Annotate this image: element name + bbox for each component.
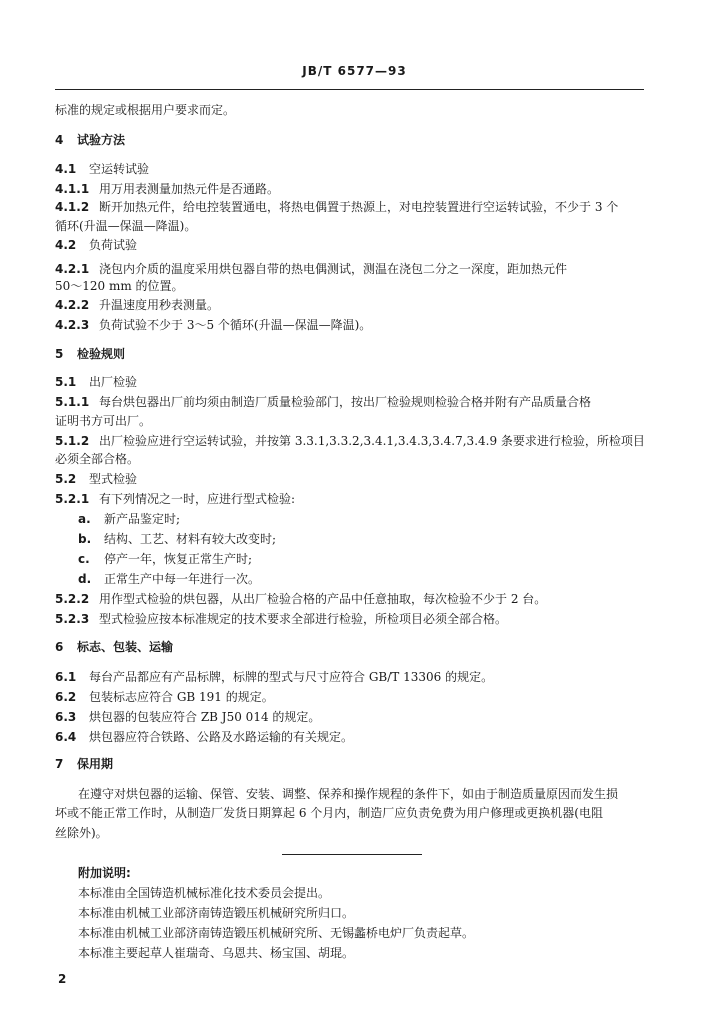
clause-5-1 bbox=[55, 375, 137, 389]
list-text: 结构、工艺、材料有较大改变时; bbox=[104, 532, 277, 546]
list-item bbox=[78, 512, 180, 526]
clause-6-1 bbox=[55, 670, 493, 684]
additional-note-line: 本标准由机械工业部济南铸造锻压机械研究所、无锡蠡桥电炉厂负责起草。 bbox=[78, 926, 475, 940]
clause-number: 5.1 bbox=[55, 375, 77, 389]
list-marker: c. bbox=[78, 552, 90, 566]
clause-5-2-3 bbox=[55, 612, 507, 626]
clause-number: 5.2.2 bbox=[55, 592, 90, 606]
clause-text: 每台烘包器出厂前均须由制造厂质量检验部门，按出厂检验规则检验合格并附有产品质量合格 bbox=[99, 395, 592, 409]
list-marker: b. bbox=[78, 532, 92, 546]
clause-number: 4.2.2 bbox=[55, 298, 90, 312]
clause-6-3 bbox=[55, 710, 320, 724]
clause-number: 5.1.1 bbox=[55, 395, 90, 409]
additional-note-line: 本标准主要起草人崔瑞奇、乌恩共、杨宝国、胡琨。 bbox=[78, 946, 355, 960]
continued-text: 标准的规定或根据用户要求而定。 bbox=[55, 103, 236, 117]
clause-number: 4.1 bbox=[55, 162, 77, 176]
clause-text: 负荷试验不少于 3～5 个循环(升温—保温—降温)。 bbox=[99, 318, 372, 332]
clause-4-2-2 bbox=[55, 298, 219, 312]
warranty-paragraph-line: 丝除外)。 bbox=[55, 826, 108, 840]
clause-text: 烘包器应符合铁路、公路及水路运输的有关规定。 bbox=[89, 730, 354, 744]
clause-number: 4.1.2 bbox=[55, 200, 90, 214]
section-number: 7 bbox=[55, 757, 64, 771]
section-6-heading bbox=[55, 640, 173, 654]
list-item bbox=[78, 572, 260, 586]
clause-number: 6.4 bbox=[55, 730, 77, 744]
clause-6-4 bbox=[55, 730, 353, 744]
footer-rule bbox=[282, 854, 422, 855]
clause-4-2-1 bbox=[55, 262, 567, 276]
clause-text: 出厂检验 bbox=[89, 375, 138, 389]
clause-6-2 bbox=[55, 690, 274, 704]
section-number: 4 bbox=[55, 133, 64, 147]
clause-number: 4.1.1 bbox=[55, 182, 90, 196]
clause-text: 有下列情况之一时，应进行型式检验: bbox=[99, 492, 296, 506]
warranty-paragraph-line: 坏或不能正常工作时，从制造厂发货日期算起 6 个月内，制造厂应负责免费为用户修理或更换机器(电阻 bbox=[55, 806, 603, 820]
section-number: 5 bbox=[55, 347, 64, 361]
section-title: 保用期 bbox=[77, 757, 114, 771]
clause-4-1-1 bbox=[55, 182, 279, 196]
clause-text: 型式检验应按本标准规定的技术要求全部进行检验，所检项目必须全部合格。 bbox=[99, 612, 508, 626]
clause-text: 空运转试验 bbox=[89, 162, 150, 176]
additional-notes-title: 附加说明: bbox=[78, 866, 131, 880]
clause-4-1 bbox=[55, 162, 149, 176]
section-title: 试验方法 bbox=[77, 133, 126, 147]
clause-text: 包装标志应符合 GB 191 的规定。 bbox=[89, 690, 274, 704]
clause-number: 5.2.1 bbox=[55, 492, 90, 506]
list-item bbox=[78, 532, 276, 546]
section-4-heading bbox=[55, 133, 125, 147]
clause-text: 每台产品都应有产品标牌，标牌的型式与尺寸应符合 GB/T 13306 的规定。 bbox=[89, 670, 494, 684]
clause-5-2-1 bbox=[55, 492, 295, 506]
clause-number: 5.2.3 bbox=[55, 612, 90, 626]
section-title: 标志、包装、运输 bbox=[77, 640, 174, 654]
clause-number: 6.2 bbox=[55, 690, 77, 704]
clause-text: 型式检验 bbox=[89, 472, 138, 486]
additional-note-line: 本标准由机械工业部济南铸造锻压机械研究所归口。 bbox=[78, 906, 355, 920]
clause-number: 6.3 bbox=[55, 710, 77, 724]
clause-text: 断开加热元件，给电控装置通电，将热电偶置于热源上，对电控装置进行空运转试验，不少于 3 个 bbox=[99, 200, 619, 214]
section-7-heading bbox=[55, 757, 113, 771]
clause-number: 5.2 bbox=[55, 472, 77, 486]
page-number: 2 bbox=[58, 972, 67, 986]
standard-code-header: JB/T 6577—93 bbox=[302, 64, 407, 78]
warranty-paragraph-line: 在遵守对烘包器的运输、保管、安装、调整、保养和操作规程的条件下，如由于制造质量原因而发生损 bbox=[78, 787, 619, 801]
clause-text: 升温速度用秒表测量。 bbox=[99, 298, 220, 312]
clause-text: 用万用表测量加热元件是否通路。 bbox=[99, 182, 280, 196]
clause-4-1-2-continued: 循环(升温—保温—降温)。 bbox=[55, 219, 197, 233]
list-item bbox=[78, 552, 252, 566]
clause-text: 负荷试验 bbox=[89, 238, 138, 252]
clause-4-2 bbox=[55, 238, 137, 252]
clause-5-2-2 bbox=[55, 592, 546, 606]
clause-4-2-3 bbox=[55, 318, 371, 332]
section-title: 检验规则 bbox=[77, 347, 126, 361]
section-5-heading bbox=[55, 347, 125, 361]
clause-5-2 bbox=[55, 472, 137, 486]
clause-number: 4.2.3 bbox=[55, 318, 90, 332]
clause-5-1-1-continued: 证明书方可出厂。 bbox=[55, 414, 152, 428]
additional-note-line: 本标准由全国铸造机械标准化技术委员会提出。 bbox=[78, 886, 331, 900]
clause-number: 4.2.1 bbox=[55, 262, 90, 276]
section-number: 6 bbox=[55, 640, 64, 654]
list-text: 停产一年，恢复正常生产时; bbox=[104, 552, 253, 566]
clause-5-1-2-continued: 必须全部合格。 bbox=[55, 452, 140, 466]
clause-number: 6.1 bbox=[55, 670, 77, 684]
clause-5-1-1 bbox=[55, 395, 591, 409]
clause-text: 烘包器的包装应符合 ZB J50 014 的规定。 bbox=[89, 710, 321, 724]
clause-number: 4.2 bbox=[55, 238, 77, 252]
list-text: 正常生产中每一年进行一次。 bbox=[104, 572, 261, 586]
clause-number: 5.1.2 bbox=[55, 434, 90, 448]
clause-text: 浇包内介质的温度采用烘包器自带的热电偶测试，测温在浇包二分之一深度，距加热元件 bbox=[99, 262, 568, 276]
list-marker: d. bbox=[78, 572, 92, 586]
clause-text: 用作型式检验的烘包器，从出厂检验合格的产品中任意抽取，每次检验不少于 2 台。 bbox=[99, 592, 547, 606]
list-text: 新产品鉴定时; bbox=[104, 512, 181, 526]
clause-4-2-1-continued: 50～120 mm 的位置。 bbox=[55, 279, 184, 293]
list-marker: a. bbox=[78, 512, 91, 526]
header-rule bbox=[55, 89, 644, 90]
clause-4-1-2 bbox=[55, 200, 618, 214]
clause-text: 出厂检验应进行空运转试验，并按第 3.3.1,3.3.2,3.4.1,3.4.3,3.4.7,3.4.9 条要求进行检验，所检项目 bbox=[99, 434, 645, 448]
clause-5-1-2 bbox=[55, 434, 645, 448]
